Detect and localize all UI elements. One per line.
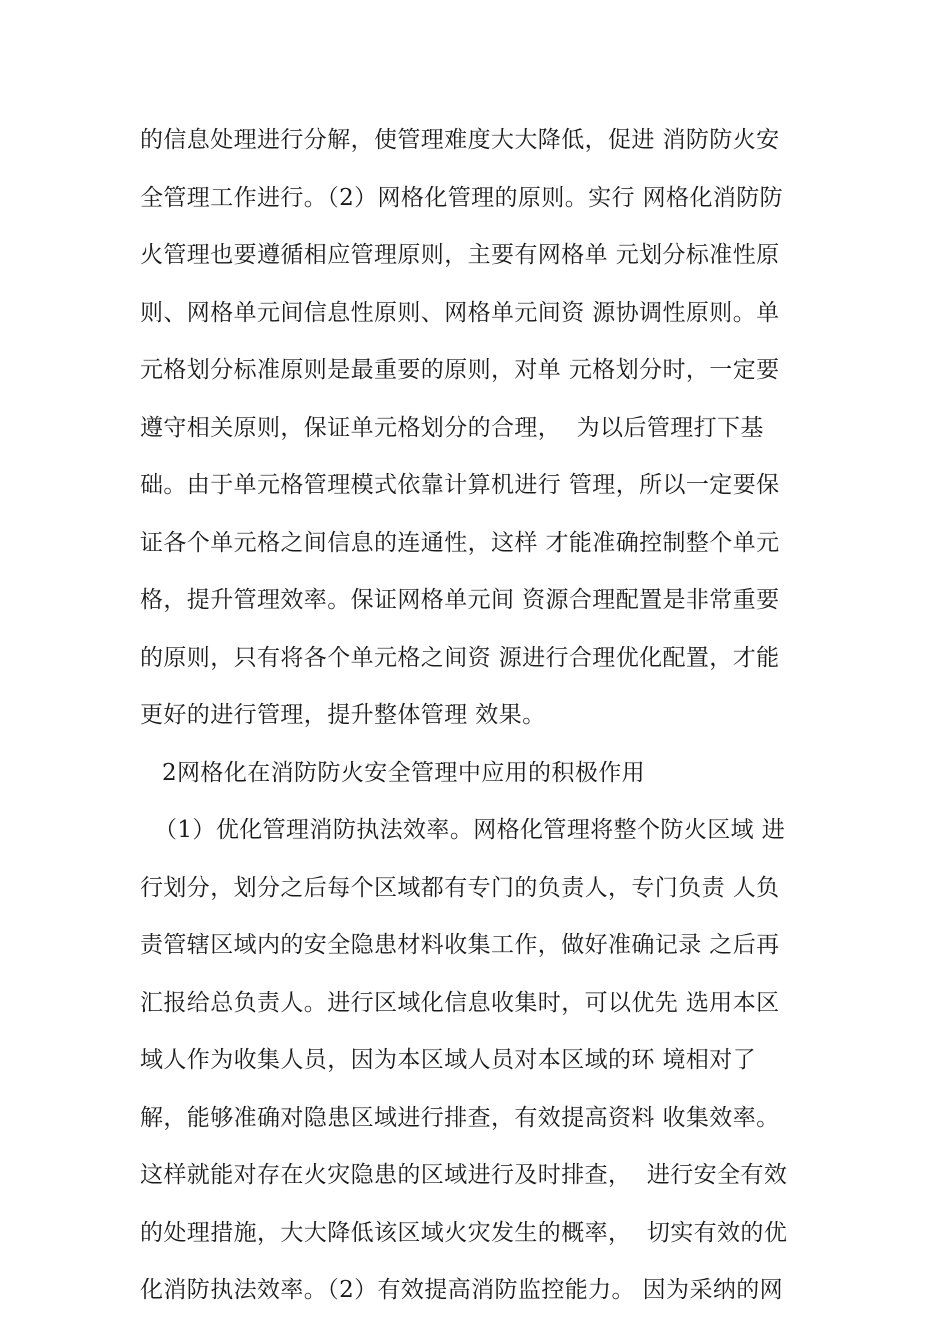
text-line: 化消防执法效率。（2）有效提高消防监控能力。 因为采纳的网 bbox=[140, 1277, 784, 1303]
text-line: 汇报给总负责人。进行区域化信息收集时，可以优先 选用本区 bbox=[140, 989, 780, 1016]
section-heading: 2网格化在消防防火安全管理中应用的积极作用 bbox=[162, 759, 646, 786]
text-line: 行划分，划分之后每个区域都有专门的负责人，专门负责 人负 bbox=[140, 874, 780, 901]
text-line: 更好的进行管理，提升整体管理 效果。 bbox=[140, 702, 546, 728]
text-line: 的处理措施，大大降低该区域火灾发生的概率， 切实有效的优 bbox=[140, 1219, 788, 1246]
text-line: 火管理也要遵循相应管理原则，主要有网格单 元划分标准性原 bbox=[140, 242, 780, 268]
text-line: 这样就能对存在火灾隐患的区域进行及时排查， 进行安全有效 bbox=[140, 1162, 788, 1188]
text-line: 格，提升管理效率。保证网格单元间 资源合理配置是非常重要 bbox=[140, 587, 780, 613]
text-line: 础。由于单元格管理模式依靠计算机进行 管理，所以一定要保 bbox=[140, 472, 780, 498]
body-text bbox=[140, 112, 840, 1320]
text-line: 的原则，只有将各个单元格之间资 源进行合理优化配置，才能 bbox=[140, 644, 780, 671]
text-line: （1）优化管理消防执法效率。网格化管理将整个防火区域 进 bbox=[154, 817, 786, 843]
text-line: 则、网格单元间信息性原则、网格单元间资 源协调性原则。单 bbox=[140, 299, 780, 326]
text-line: 证各个单元格之间信息的连通性，这样 才能准确控制整个单元 bbox=[140, 529, 780, 556]
text-line: 遵守相关原则，保证单元格划分的合理， 为以后管理打下基 bbox=[140, 414, 764, 441]
text-line: 的信息处理进行分解，使管理难度大大降低，促进 消防防火安 bbox=[140, 127, 780, 153]
text-line: 全管理工作进行。（2）网格化管理的原则。实行 网格化消防防 bbox=[140, 184, 784, 211]
text-line: 域人作为收集人员，因为本区域人员对本区域的环 境相对了 bbox=[140, 1047, 757, 1073]
text-line: 元格划分标准原则是最重要的原则，对单 元格划分时，一定要 bbox=[140, 357, 780, 383]
text-line: 责管辖区域内的安全隐患材料收集工作，做好准确记录 之后再 bbox=[140, 932, 780, 958]
text-line: 解，能够准确对隐患区域进行排查，有效提高资料 收集效率。 bbox=[140, 1104, 780, 1131]
